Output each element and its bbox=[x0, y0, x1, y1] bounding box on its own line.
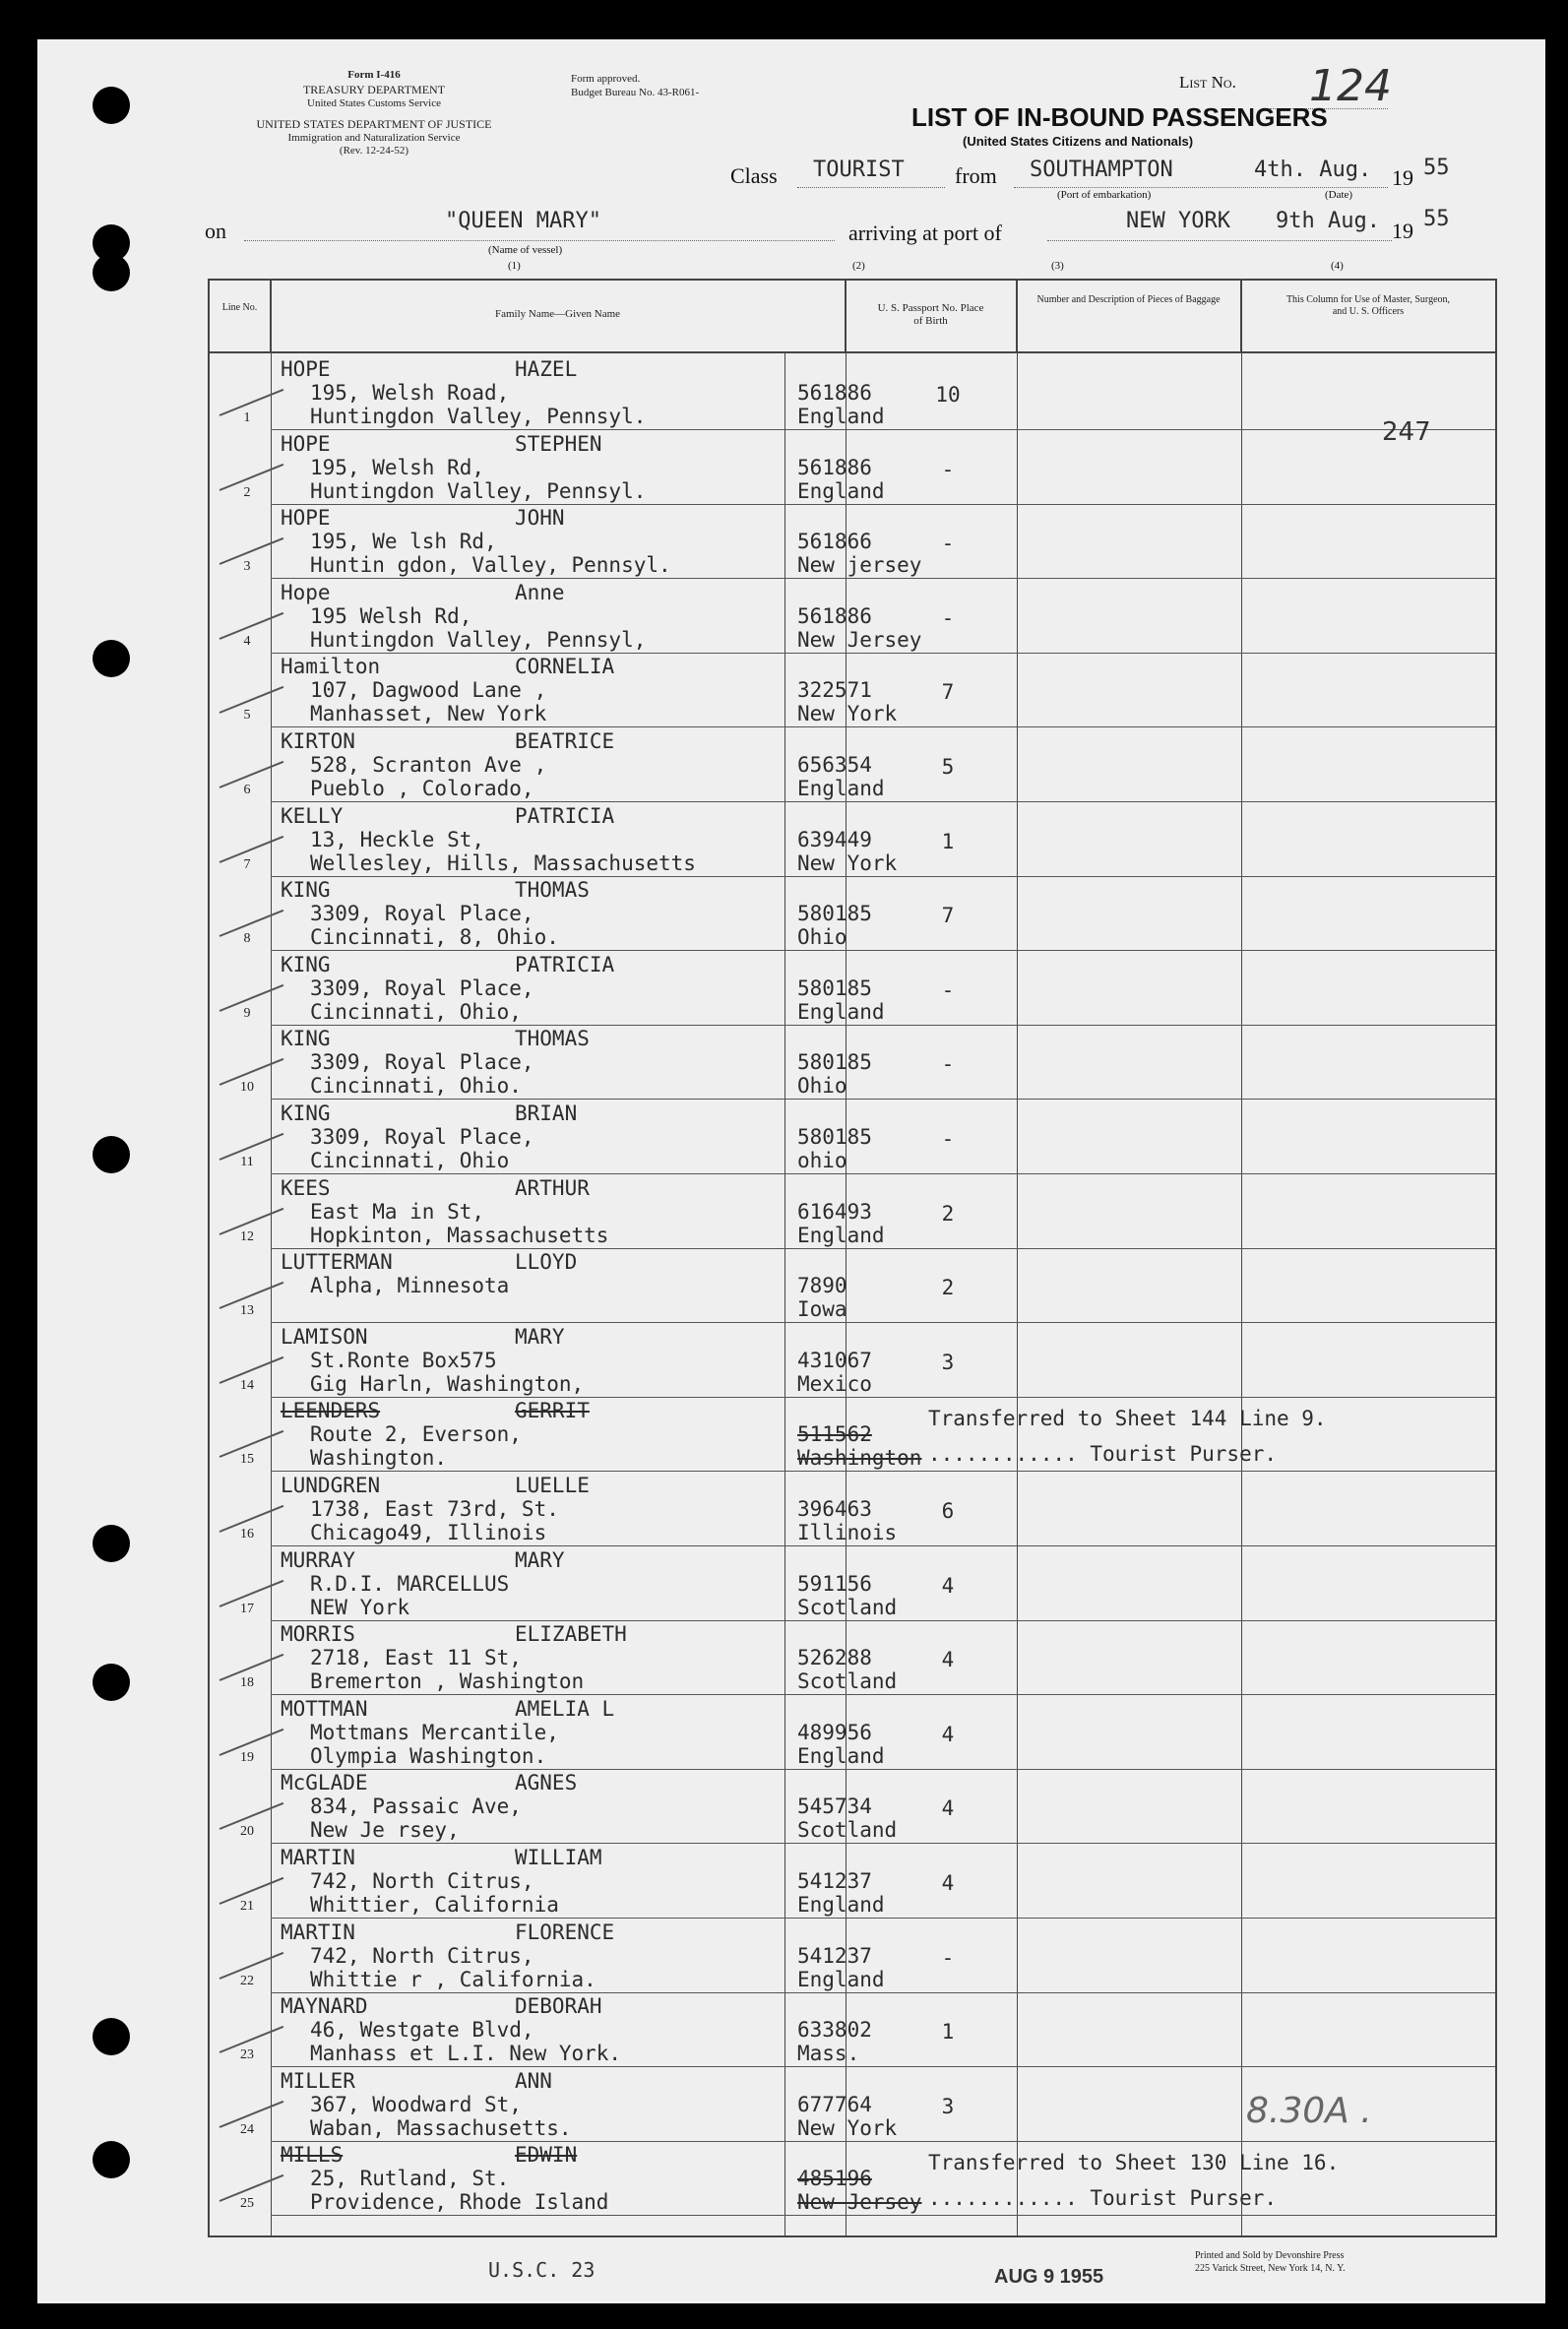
place-of-birth: England bbox=[797, 1223, 885, 1247]
col-header-baggage: Number and Description of Pieces of Baggage bbox=[1017, 281, 1241, 351]
from-label: from bbox=[955, 163, 997, 188]
form-agency-block bbox=[197, 69, 551, 158]
address-line-1: 13, Heckle St, bbox=[310, 827, 485, 851]
family-name: MILLER bbox=[281, 2068, 355, 2093]
transfer-note-line-2: ............ Tourist Purser. bbox=[928, 2186, 1278, 2211]
family-name: Hope bbox=[281, 580, 331, 604]
given-name: JOHN bbox=[515, 506, 565, 531]
binder-hole bbox=[93, 2141, 130, 2178]
budget-bureau: Budget Bureau No. 43-R061- bbox=[571, 86, 700, 98]
line-number: 19 bbox=[240, 1749, 254, 1765]
table-row bbox=[210, 1620, 1495, 1695]
passport-number: 545734 bbox=[797, 1794, 872, 1819]
line-number: 18 bbox=[240, 1675, 254, 1691]
printer-credit bbox=[1195, 2250, 1490, 2275]
address-line-2: Hopkinton, Massachusetts bbox=[310, 1223, 609, 1247]
address-line-1: 742, North Citrus, bbox=[310, 1869, 534, 1893]
address-line-2: Bremerton , Washington bbox=[310, 1669, 585, 1694]
address-line-2: Cincinnati, Ohio. bbox=[310, 1074, 522, 1099]
table-row bbox=[210, 1025, 1495, 1100]
given-name: DEBORAH bbox=[515, 1994, 602, 2019]
officer-mark: 247 bbox=[1382, 417, 1431, 447]
line-number: 9 bbox=[243, 1005, 251, 1021]
family-name: KING bbox=[281, 878, 331, 903]
passport-number: 322571 bbox=[797, 678, 872, 703]
family-name: MOTTMAN bbox=[281, 1696, 368, 1721]
address-line-2: NEW York bbox=[310, 1595, 410, 1619]
table-row bbox=[210, 1472, 1495, 1546]
given-name: AMELIA L bbox=[515, 1696, 615, 1721]
transfer-note-line-1: Transferred to Sheet 144 Line 9. bbox=[928, 1407, 1327, 1431]
family-name: KING bbox=[281, 952, 331, 976]
place-of-birth: ohio bbox=[797, 1149, 847, 1172]
address-line-1: St.Ronte Box575 bbox=[310, 1348, 497, 1372]
address-line-1: East Ma in St, bbox=[310, 1199, 485, 1224]
address-line-1: R.D.I. MARCELLUS bbox=[310, 1571, 510, 1596]
given-name: ARTHUR bbox=[515, 1175, 590, 1200]
table-row bbox=[210, 1769, 1495, 1844]
table-row bbox=[210, 1844, 1495, 1919]
family-name: Hamilton bbox=[281, 655, 381, 679]
list-no-value: 124 bbox=[1309, 61, 1392, 111]
passport-number: 396463 bbox=[797, 1497, 872, 1521]
arrival-rule bbox=[1047, 240, 1392, 241]
embark-date: 4th. Aug. bbox=[1254, 157, 1372, 182]
address-line-2: Manhass et L.I. New York. bbox=[310, 2042, 622, 2066]
place-of-birth: Ohio bbox=[797, 925, 847, 950]
address-line-1: 834, Passaic Ave, bbox=[310, 1794, 522, 1819]
address-line-1: Alpha, Minnesota bbox=[310, 1274, 510, 1298]
passport-number: 7890 bbox=[797, 1274, 847, 1298]
place-of-birth: England bbox=[797, 478, 885, 503]
baggage-count: - bbox=[941, 532, 955, 556]
baggage-count: 4 bbox=[941, 1722, 955, 1746]
line-number: 11 bbox=[240, 1155, 254, 1169]
given-name: ANN bbox=[515, 2068, 552, 2093]
family-name: KING bbox=[281, 1102, 331, 1125]
customs-service: United States Customs Service bbox=[307, 96, 441, 109]
passport-number: 580185 bbox=[797, 976, 872, 1000]
given-name: PATRICIA bbox=[515, 952, 615, 976]
table-row bbox=[210, 1248, 1495, 1323]
passport-number: 561866 bbox=[797, 530, 872, 554]
form-approval bbox=[571, 73, 768, 100]
class-value: TOURIST bbox=[813, 157, 905, 182]
table-row bbox=[210, 876, 1495, 951]
passport-number: 541237 bbox=[797, 1943, 872, 1968]
ins-service: Immigration and Naturalization Service bbox=[287, 131, 461, 144]
address-line-1: 46, Westgate Blvd, bbox=[310, 2018, 534, 2043]
line-number: 15 bbox=[240, 1452, 254, 1468]
col-header-name: Family Name—Given Name bbox=[271, 281, 846, 351]
address-line-1: Route 2, Everson, bbox=[310, 1422, 522, 1447]
list-no-label: List No. bbox=[1179, 73, 1236, 92]
line-number: 16 bbox=[240, 1527, 254, 1542]
given-name: ELIZABETH bbox=[515, 1622, 627, 1647]
place-of-birth: England bbox=[797, 999, 885, 1024]
address-line-2: Huntingdon Valley, Pennsyl, bbox=[310, 627, 647, 652]
passport-number: 431067 bbox=[797, 1348, 872, 1372]
transfer-note bbox=[928, 2145, 1339, 2216]
given-name: MARY bbox=[515, 1547, 565, 1572]
transfer-note-line-2: ............ Tourist Purser. bbox=[928, 1442, 1278, 1467]
address-line-1: 1738, East 73rd, St. bbox=[310, 1497, 559, 1521]
baggage-count: 1 bbox=[941, 2020, 955, 2045]
table-row bbox=[210, 802, 1495, 877]
family-name: LUTTERMAN bbox=[281, 1250, 393, 1275]
address-line-2: Huntin gdon, Valley, Pennsyl. bbox=[310, 553, 671, 578]
family-name: LUNDGREN bbox=[281, 1474, 381, 1497]
transfer-note bbox=[928, 1401, 1327, 1472]
form-revision: (Rev. 12-24-52) bbox=[339, 145, 409, 157]
baggage-count: 2 bbox=[941, 1201, 955, 1226]
given-name: CORNELIA bbox=[515, 655, 615, 679]
given-name: THOMAS bbox=[515, 1027, 590, 1051]
passport-number: 580185 bbox=[797, 1050, 872, 1075]
page-title: LIST OF IN-BOUND PASSENGERS bbox=[911, 102, 1328, 132]
form-number: Form I-416 bbox=[347, 69, 401, 81]
address-line-1: 528, Scranton Ave , bbox=[310, 753, 547, 777]
address-line-1: 195 Welsh Rd, bbox=[310, 603, 472, 628]
line-number: 7 bbox=[243, 856, 251, 872]
arrival-date: 9th Aug. bbox=[1276, 209, 1380, 233]
line-number: 4 bbox=[243, 633, 251, 649]
address-line-1: 107, Dagwood Lane , bbox=[310, 678, 547, 703]
port-embark-caption: (Port of embarkation) bbox=[1057, 189, 1152, 201]
address-line-1: 3309, Royal Place, bbox=[310, 1125, 534, 1149]
passport-number: 616493 bbox=[797, 1199, 872, 1224]
date-stamp: AUG 9 1955 bbox=[994, 2266, 1104, 2288]
table-row bbox=[210, 951, 1495, 1026]
family-name: MORRIS bbox=[281, 1622, 355, 1647]
address-line-2: Cincinnati, Ohio bbox=[310, 1149, 510, 1172]
place-of-birth: Scotland bbox=[797, 1669, 898, 1694]
line-number: 2 bbox=[243, 484, 251, 500]
line-number: 12 bbox=[240, 1228, 254, 1244]
passport-number: 561886 bbox=[797, 603, 872, 628]
vessel-col-no: (1) bbox=[508, 260, 521, 272]
passport-number: 541237 bbox=[797, 1869, 872, 1893]
binder-hole bbox=[93, 87, 130, 124]
line-number: 20 bbox=[240, 1824, 254, 1840]
place-of-birth: England bbox=[797, 1893, 885, 1917]
passport-number: 656354 bbox=[797, 753, 872, 777]
baggage-count: 10 bbox=[935, 383, 961, 407]
binder-hole bbox=[93, 1136, 130, 1173]
baggage-count: 4 bbox=[941, 1871, 955, 1895]
given-name: GERRIT bbox=[515, 1399, 590, 1423]
table-row bbox=[210, 1174, 1495, 1249]
line-number: 24 bbox=[240, 2121, 254, 2137]
place-of-birth: Ohio bbox=[797, 1074, 847, 1099]
line-number: 3 bbox=[243, 559, 251, 575]
address-line-2: Gig Harln, Washington, bbox=[310, 1371, 585, 1396]
line-number: 10 bbox=[240, 1080, 254, 1096]
given-name: LUELLE bbox=[515, 1474, 590, 1497]
vessel-name: "QUEEN MARY" bbox=[445, 209, 601, 233]
col-caption-2: (2) bbox=[852, 260, 865, 272]
address-line-1: 25, Rutland, St. bbox=[310, 2167, 510, 2191]
line-number: 6 bbox=[243, 783, 251, 797]
binder-hole bbox=[93, 2018, 130, 2055]
address-line-2: Olympia Washington. bbox=[310, 1743, 547, 1768]
passport-cell bbox=[797, 2167, 921, 2214]
embark-year: 55 bbox=[1423, 156, 1450, 180]
baggage-count: - bbox=[941, 977, 955, 1002]
address-line-1: 195, Welsh Road, bbox=[310, 381, 510, 405]
printer-line-1: Printed and Sold by Devonshire Press bbox=[1195, 2250, 1345, 2261]
vessel-rule bbox=[244, 240, 835, 241]
vessel-caption: (Name of vessel) bbox=[488, 244, 563, 256]
address-line-2: Whittier, California bbox=[310, 1893, 559, 1917]
binder-hole bbox=[93, 1664, 130, 1701]
line-number: 14 bbox=[240, 1377, 254, 1393]
on-label: on bbox=[205, 219, 226, 243]
address-line-1: 3309, Royal Place, bbox=[310, 902, 534, 926]
passport-number: 639449 bbox=[797, 827, 872, 851]
family-name: McGLADE bbox=[281, 1771, 368, 1795]
family-name: HOPE bbox=[281, 357, 331, 381]
address-line-2: Manhasset, New York bbox=[310, 702, 547, 726]
baggage-count: 3 bbox=[941, 1350, 955, 1374]
given-name: Anne bbox=[515, 580, 565, 604]
family-name: LAMISON bbox=[281, 1324, 368, 1349]
approved-text: Form approved. bbox=[571, 73, 641, 85]
given-name: BRIAN bbox=[515, 1102, 578, 1125]
address-line-1: 3309, Royal Place, bbox=[310, 1050, 534, 1075]
given-name: WILLIAM bbox=[515, 1846, 602, 1869]
baggage-count: - bbox=[941, 605, 955, 630]
table-row bbox=[210, 355, 1495, 430]
given-name: LLOYD bbox=[515, 1250, 578, 1275]
passport-number: 677764 bbox=[797, 2092, 872, 2116]
baggage-count: 1 bbox=[941, 829, 955, 853]
passport-number: 591156 bbox=[797, 1571, 872, 1596]
treasury-dept: TREASURY DEPARTMENT bbox=[302, 82, 446, 96]
embark-year-prefix: 19 bbox=[1392, 165, 1413, 190]
date-caption: (Date) bbox=[1325, 189, 1353, 201]
arriving-label: arriving at port of bbox=[848, 220, 1002, 245]
col-header-officers: This Column for Use of Master, Surgeon, and U. S. Officers bbox=[1286, 294, 1451, 317]
footer-usc: U.S.C. 23 bbox=[488, 2258, 596, 2282]
family-name: KELLY bbox=[281, 803, 344, 828]
place-of-birth: New jersey bbox=[797, 553, 922, 578]
passport-number: 511562 bbox=[797, 1422, 872, 1447]
line-number: 13 bbox=[240, 1303, 254, 1319]
doj-dept: UNITED STATES DEPARTMENT OF JUSTICE bbox=[256, 116, 492, 131]
binder-hole bbox=[93, 1525, 130, 1562]
line-number: 25 bbox=[240, 2196, 254, 2212]
given-name: THOMAS bbox=[515, 878, 590, 903]
family-name: MILLS bbox=[281, 2143, 344, 2168]
table-row bbox=[210, 1695, 1495, 1770]
line-number: 23 bbox=[240, 2047, 254, 2063]
family-name: MURRAY bbox=[281, 1547, 355, 1572]
baggage-count: 7 bbox=[941, 680, 955, 705]
baggage-count: 4 bbox=[941, 1648, 955, 1672]
address-line-2: Chicago49, Illinois bbox=[310, 1521, 547, 1544]
transfer-note-line-1: Transferred to Sheet 130 Line 16. bbox=[928, 2151, 1340, 2175]
given-name: BEATRICE bbox=[515, 729, 615, 753]
family-name: LEENDERS bbox=[281, 1399, 381, 1423]
table-row bbox=[210, 1546, 1495, 1621]
family-name: KEES bbox=[281, 1175, 331, 1200]
family-name: KING bbox=[281, 1027, 331, 1051]
printer-line-2: 225 Varick Street, New York 14, N. Y. bbox=[1195, 2262, 1346, 2274]
class-rule bbox=[797, 187, 945, 188]
address-line-2: Providence, Rhode Island bbox=[310, 2190, 609, 2215]
place-of-birth: England bbox=[797, 405, 885, 428]
given-name: STEPHEN bbox=[515, 431, 602, 456]
table-row bbox=[210, 653, 1495, 727]
baggage-count: - bbox=[941, 1052, 955, 1077]
place-of-birth: New Jersey bbox=[797, 627, 922, 652]
given-name: MARY bbox=[515, 1324, 565, 1349]
table-row bbox=[210, 430, 1495, 505]
line-number: 21 bbox=[240, 1899, 254, 1914]
port-of-embarkation: SOUTHAMPTON bbox=[1030, 157, 1173, 182]
address-line-1: 742, North Citrus, bbox=[310, 1943, 534, 1968]
given-name: HAZEL bbox=[515, 357, 578, 381]
col-header-line-no: Line No. bbox=[210, 281, 271, 351]
place-of-birth: England bbox=[797, 1743, 885, 1768]
arrival-year: 55 bbox=[1423, 207, 1450, 231]
address-line-2 bbox=[281, 1297, 773, 1321]
line-number: 8 bbox=[243, 931, 251, 947]
passport-number: 580185 bbox=[797, 902, 872, 926]
given-name: PATRICIA bbox=[515, 803, 615, 828]
arrival-year-prefix: 19 bbox=[1392, 219, 1413, 243]
baggage-count: 2 bbox=[941, 1276, 955, 1300]
place-of-birth: England bbox=[797, 1967, 885, 1991]
passport-number: 580185 bbox=[797, 1125, 872, 1149]
table-row bbox=[210, 579, 1495, 654]
baggage-count: - bbox=[941, 1945, 955, 1970]
place-of-birth: Washington bbox=[797, 1446, 922, 1471]
given-name: EDWIN bbox=[515, 2143, 578, 2168]
address-line-2: Huntingdon Valley, Pennsyl. bbox=[310, 478, 647, 503]
table-row bbox=[210, 504, 1495, 579]
place-of-birth: New York bbox=[797, 850, 898, 875]
address-line-2: Pueblo , Colorado, bbox=[310, 777, 534, 800]
class-label: Class bbox=[730, 163, 778, 188]
given-name: AGNES bbox=[515, 1771, 578, 1795]
address-line-1: 195, Welsh Rd, bbox=[310, 455, 485, 479]
address-line-2: New Je rsey, bbox=[310, 1818, 460, 1843]
baggage-count: - bbox=[941, 1127, 955, 1151]
place-of-birth: Scotland bbox=[797, 1595, 898, 1619]
place-of-birth: New York bbox=[797, 2115, 898, 2140]
passenger-table bbox=[208, 279, 1497, 2237]
given-name: FLORENCE bbox=[515, 1920, 615, 1944]
place-of-birth: Mass. bbox=[797, 2042, 860, 2066]
passport-number: 561886 bbox=[797, 455, 872, 479]
table-row bbox=[210, 1100, 1495, 1174]
place-of-birth: Scotland bbox=[797, 1818, 898, 1843]
family-name: HOPE bbox=[281, 506, 331, 531]
binder-hole bbox=[93, 254, 130, 291]
family-name: HOPE bbox=[281, 431, 331, 456]
place-of-birth: Mexico bbox=[797, 1371, 872, 1396]
baggage-count: 4 bbox=[941, 1796, 955, 1821]
address-line-1: Mottmans Mercantile, bbox=[310, 1720, 559, 1744]
passport-number: 489956 bbox=[797, 1720, 872, 1744]
table-row bbox=[210, 1919, 1495, 1993]
address-line-2: Washington. bbox=[310, 1446, 448, 1471]
place-of-birth: England bbox=[797, 777, 885, 800]
passport-number: 526288 bbox=[797, 1646, 872, 1670]
family-name: MAYNARD bbox=[281, 1994, 368, 2019]
place-of-birth: New York bbox=[797, 702, 898, 726]
table-row bbox=[210, 727, 1495, 802]
col-header-passport: U. S. Passport No. Place of Birth bbox=[846, 281, 1017, 351]
family-name: MARTIN bbox=[281, 1846, 355, 1869]
address-line-1: 2718, East 11 St, bbox=[310, 1646, 522, 1670]
col-caption-3: (3) bbox=[1051, 260, 1064, 272]
address-line-2: Whittie r , California. bbox=[310, 1967, 596, 1991]
place-of-birth: Iowa bbox=[797, 1297, 847, 1322]
address-line-2: Wellesley, Hills, Massachusetts bbox=[310, 850, 696, 875]
baggage-count: 7 bbox=[941, 904, 955, 928]
baggage-count: 6 bbox=[941, 1499, 955, 1523]
passport-number: 485196 bbox=[797, 2167, 872, 2191]
table-row bbox=[210, 1992, 1495, 2067]
place-of-birth: New Jersey bbox=[797, 2190, 922, 2215]
address-line-2: Cincinnati, 8, Ohio. bbox=[310, 925, 559, 950]
row-rule bbox=[271, 2215, 1495, 2216]
line-number: 22 bbox=[240, 1973, 254, 1988]
binder-hole bbox=[93, 640, 130, 677]
embark-rule bbox=[1014, 187, 1388, 188]
officer-mark-time: 8.30A . bbox=[1246, 2091, 1372, 2131]
address-line-2: Huntingdon Valley, Pennsyl. bbox=[310, 405, 647, 428]
page-subtitle: (United States Citizens and Nationals) bbox=[963, 134, 1194, 149]
line-number: 17 bbox=[240, 1601, 254, 1616]
baggage-count: - bbox=[941, 457, 955, 481]
baggage-count: 4 bbox=[941, 1573, 955, 1598]
address-line-2: Cincinnati, Ohio, bbox=[310, 999, 522, 1024]
table-row bbox=[210, 1323, 1495, 1398]
family-name: KIRTON bbox=[281, 729, 355, 753]
header-rule bbox=[210, 351, 1495, 353]
address-line-1: 3309, Royal Place, bbox=[310, 976, 534, 1000]
table-row bbox=[210, 1397, 1495, 1472]
passport-number: 561886 bbox=[797, 381, 872, 405]
address-line-1: 195, We lsh Rd, bbox=[310, 530, 497, 554]
baggage-count: 5 bbox=[941, 755, 955, 779]
col-caption-4: (4) bbox=[1331, 260, 1344, 272]
address-line-2: Waban, Massachusetts. bbox=[310, 2115, 572, 2140]
baggage-count: 3 bbox=[941, 2094, 955, 2118]
passport-number: 633802 bbox=[797, 2018, 872, 2043]
table-row bbox=[210, 2141, 1495, 2216]
passport-cell bbox=[797, 1422, 921, 1470]
address-line-1: 367, Woodward St, bbox=[310, 2092, 522, 2116]
arrival-port: NEW YORK bbox=[1126, 209, 1230, 233]
line-number: 1 bbox=[243, 410, 251, 425]
family-name: MARTIN bbox=[281, 1920, 355, 1944]
line-number: 5 bbox=[243, 708, 251, 724]
place-of-birth: Illinois bbox=[797, 1521, 898, 1544]
